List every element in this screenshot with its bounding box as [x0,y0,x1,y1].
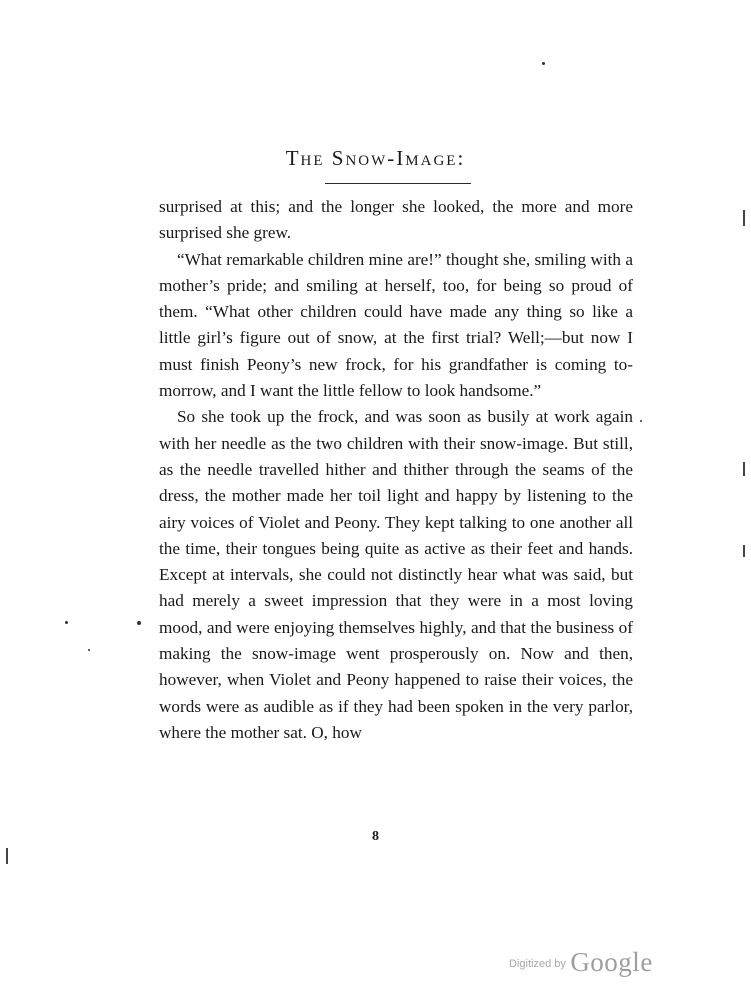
scan-edge-mark [6,848,8,864]
scan-edge-mark [743,210,745,226]
scan-speck [640,420,642,422]
scan-edge-mark [743,545,745,557]
page-number: 8 [372,829,379,844]
running-head: The Snow-Image: [285,146,466,170]
paragraph-3: So she took up the frock, and was soon as busily at work again with her needle as the two children with their snow-image. But still, as the needle travelled hither and thither through the seams of the dress, the mother made her toil light and happy by listening to the airy voices of Violet and Peony. They kept talking to one another all the time, their tongues being quite as active as their feet and hands. Except at intervals, she could not distinctly hear what was said, but had merely a sweet impression that they were in a most loving mood, and were enjoying themselves highly, and that the business of making the snow-image went prosperously on. Now and then, however, when Violet and Peony happened to raise their voices, the words were as audible as if they had been spoken in the very parlor, where the mother sat. O, how [159,407,633,742]
body-text [159,194,633,746]
paragraph-2: “What remarkable children mine are!” thought she, smiling with a mother’s pride; and smiling at herself, too, for being so proud of them. “What other children could have made any thing so like a little girl’s figure out of snow, at the first trial? Well;—but now I must finish Peony’s new frock, for his grandfather is coming to-morrow, and I want the little fellow to look handsome.” [159,249,633,401]
head-rule [325,183,471,184]
scan-speck [65,621,68,624]
scan-speck [542,62,545,65]
scan-speck [88,649,90,651]
paragraph-1: surprised at this; and the longer she looked, the more and more surprised she grew. [159,197,633,243]
digitized-by-google-watermark [509,947,653,978]
scan-speck [137,621,141,625]
scan-edge-mark [743,462,745,476]
google-logo: Google [570,947,653,977]
watermark-prefix: Digitized by [509,958,566,970]
